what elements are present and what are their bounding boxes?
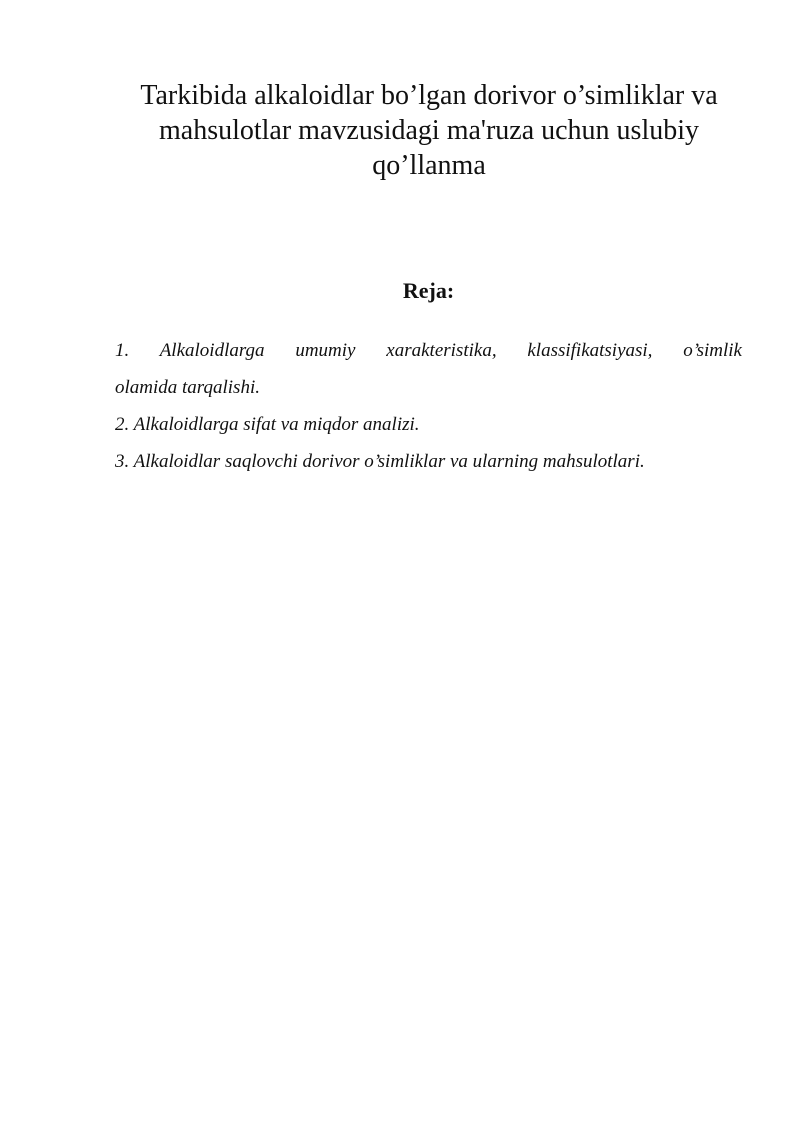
- plan-item-2: 2. Alkaloidlarga sifat va miqdor analizi.: [115, 414, 420, 435]
- plan-heading: Reja:: [402, 278, 455, 303]
- plan-item-1-line-2: olamida tarqalishi.: [115, 377, 260, 398]
- plan-item-3: 3. Alkaloidlar saqlovchi dorivor o’simliklar va ularning mahsulotlari.: [115, 451, 645, 472]
- document-title: Tarkibida alkaloidlar bo’lgan dorivor o’simliklar va mahsulotlar mavzusidagi ma'ruza uchun uslubiy qo’llanma: [140, 80, 718, 181]
- plan-item-1: [115, 332, 742, 406]
- plan-item-1-line-1: 1. Alkaloidlarga umumiy xarakteristika, klassifikatsiyasi, o’simlik: [115, 340, 742, 361]
- plan-list: [115, 332, 742, 480]
